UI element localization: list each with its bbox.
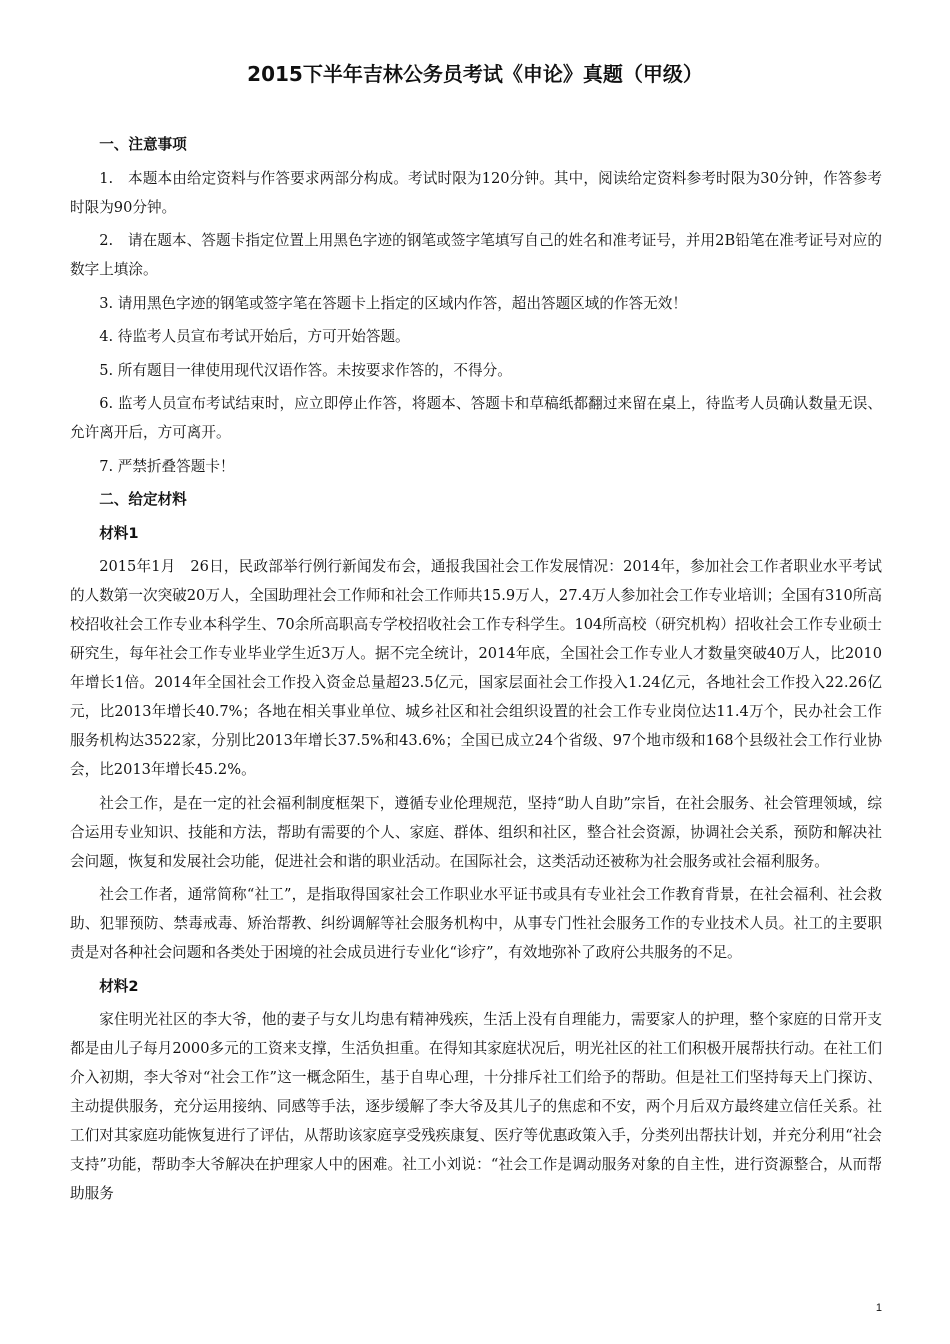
section-heading-notice: 一、注意事项 xyxy=(99,136,187,153)
material-2-paragraph: 家住明光社区的李大爷，他的妻子与女儿均患有精神残疾，生活上没有自理能力，需要家人的护理，整个家庭的日常开支都是由儿子每月2000多元的工资来支撑，生活负担重。在得知其家庭状况后，明光社区的社工们积极开展帮扶行动。在社工们介入初期，李大爷对“社会工作”这一概念陌生，基于自卑心理，十分排斥社工们给予的帮助。但是社工们坚持每天上门探访、主动提供服务，充分运用接纳、同感等手法，逐步缓解了李大爷及其儿子的焦虑和不安，两个月后双方最终建立信任关系。社工们对其家庭功能恢复进行了评估，从帮助该家庭享受残疾康复、医疗等优惠政策入手，分类列出帮扶计划，并充分利用“社会支持”功能，帮助李大爷解决在护理家人中的困难。社工小刘说：“社会工作是调动服务对象的自主性，进行资源整合，从而帮助服务 xyxy=(70,1011,882,1202)
material-1-paragraph: 社会工作，是在一定的社会福利制度框架下，遵循专业伦理规范，坚持“助人自助”宗旨，在社会服务、社会管理领域，综合运用专业知识、技能和方法，帮助有需要的个人、家庭、群体、组织和社区，整合社会资源，协调社会关系，预防和解决社会问题，恢复和发展社会功能，促进社会和谐的职业活动。在国际社会，这类活动还被称为社会服务或社会福利服务。 xyxy=(70,794,882,870)
section-heading-materials: 二、给定材料 xyxy=(99,491,187,508)
material-1-heading: 材料1 xyxy=(99,524,139,542)
notice-item: 4. 待监考人员宣布考试开始后，方可开始答题。 xyxy=(99,328,410,345)
notice-item: 7. 严禁折叠答题卡！ xyxy=(99,457,235,475)
notice-item: 5. 所有题目一律使用现代汉语作答。未按要求作答的，不得分。 xyxy=(99,361,512,379)
notice-item: 2. 请在题本、答题卡指定位置上用黑色字迹的钢笔或签字笔填写自己的姓名和准考证号，并用2B铅笔在准考证号对应的数字上填涂。 xyxy=(70,232,882,278)
document-body xyxy=(70,130,882,1213)
notice-item: 6. 监考人员宣布考试结束时，应立即停止作答，将题本、答题卡和草稿纸都翻过来留在桌上，待监考人员确认数量无误、允许离开后，方可离开。 xyxy=(70,395,882,441)
page-number: 1 xyxy=(875,1302,882,1314)
material-1-paragraph: 2015年1月 26日，民政部举行例行新闻发布会，通报我国社会工作发展情况：2014年，参加社会工作者职业水平考试的人数第一次突破20万人，全国助理社会工作师和社会工作师共15.9万人，27.4万人参加社会工作专业培训；全国有310所高校招收社会工作专业本科学生、70余所高职高专学校招收社会工作专科学生。104所高校（研究机构）招收社会工作专业硕士研究生，每年社会工作专业毕业学生近3万人。据不完全统计，2014年底，全国社会工作专业人才数量突破40万人，比2010年增长1倍。2014年全国社会工作投入资金总量超23.5亿元，国家层面社会工作投入1.24亿元，各地社会工作投入22.26亿元，比2013年增长40.7%；各地在相关事业单位、城乡社区和社会组织设置的社会工作专业岗位达11.4万个，民办社会工作服务机构达3522家，分别比2013年增长37.5%和43.6%；全国已成立24个省级、97个地市级和168个县级社会工作行业协会，比2013年增长45.2%。 xyxy=(70,558,882,778)
material-1-paragraph: 社会工作者，通常简称“社工”，是指取得国家社会工作职业水平证书或具有专业社会工作教育背景，在社会福利、社会救助、犯罪预防、禁毒戒毒、矫治帮教、纠纷调解等社会服务机构中，从事专门性社会服务工作的专业技术人员。社工的主要职责是对各种社会问题和各类处于困境的社会成员进行专业化“诊疗”，有效地弥补了政府公共服务的不足。 xyxy=(70,886,882,961)
notice-item: 3. 请用黑色字迹的钢笔或签字笔在答题卡上指定的区域内作答，超出答题区域的作答无效！ xyxy=(99,294,687,312)
material-2-heading: 材料2 xyxy=(99,977,139,995)
document-title: 2015下半年吉林公务员考试《申论》真题（甲级） xyxy=(247,62,703,86)
notice-item: 1. 本题本由给定资料与作答要求两部分构成。考试时限为120分钟。其中，阅读给定资料参考时限为30分钟，作答参考时限为90分钟。 xyxy=(70,169,882,216)
